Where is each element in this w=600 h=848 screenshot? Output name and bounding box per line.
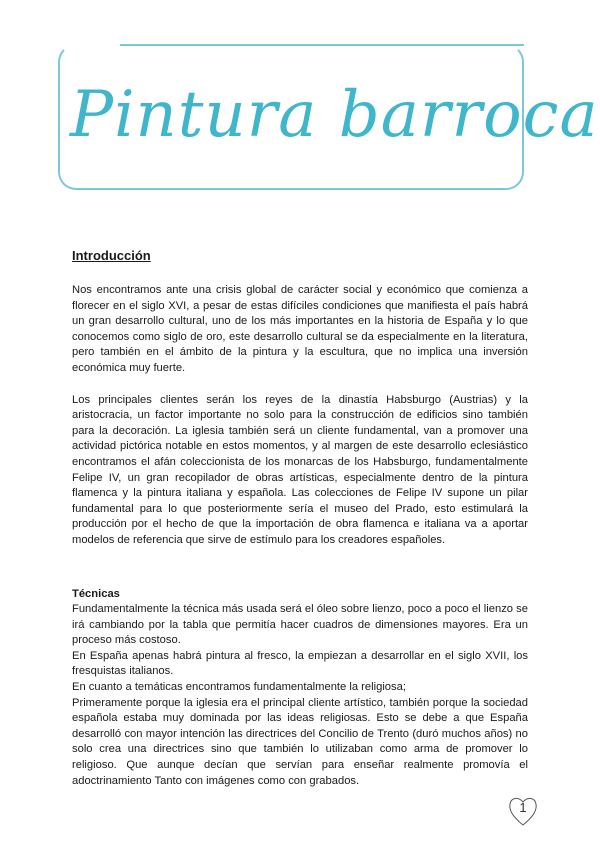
title-frame-top-line bbox=[120, 44, 524, 46]
intro-paragraph-1: Nos encontramos ante una crisis global de carácter social y económico que comienza a florecer en el siglo XVI, a pesar de estas difíciles condiciones que manifiesta el país habrá un gran desarrollo cultural, uno de los más importantes en la historia de España y lo que conocemos como siglo de oro, este desarrollo cultural se da especialmente en la literatura, pero también en el ámbito de la pintura y la escultura, que no implica una inversión económica muy fuerte. bbox=[72, 284, 528, 374]
section-gap bbox=[72, 565, 528, 587]
tecnicas-line-4: Primeramente porque la iglesia era el principal cliente artístico, también porque la sociedad española estaba muy dominada por las ideas religiosas. Esto se debe a que España desarrolló con mayor intención las directrices del Concilio de Trento (duró muchos años) no solo crea una directrices sino que también lo utilizaban como arma de promover lo religioso. Que aunque decían que servían para enseñar realmente promovía el adoctrinamiento Tanto con imágenes como con grabados. bbox=[72, 696, 528, 787]
page-number: 1 bbox=[519, 800, 527, 815]
tecnicas-section bbox=[72, 587, 528, 790]
document-body bbox=[72, 246, 528, 789]
tecnicas-line-1: Fundamentalmente la técnica más usada será el óleo sobre lienzo, poco a poco el lienzo se irá cambiando por la tabla que permitía hacer cuadros de dimensiones mayores. Era un proceso más costoso. bbox=[72, 603, 528, 647]
intro-paragraph-2: Los principales clientes serán los reyes de la dinastía Habsburgo (Austrias) y la aristocracia, un factor importante no solo para la construcción de edificios sino también para la decoración. La iglesia también será un cliente fundamental, van a promover una actividad pictórica notable en estos momentos, y al margen de este desarrollo eclesiástico encontramos el afán coleccionista de los monarcas de los Habsburgo, fundamentalmente Felipe IV, un gran recopilador de obras artísticas, especialmente dentro de la pintura flamenca y la pintura italiana y española. Las colecciones de Felipe IV supone un pilar fundamental para lo que posteriormente sería el museo del Prado, esto estimulará la producción por el hecho de que la importación de obra flamenca e italiana va a aportar modelos de referencia que sirve de estímulo para los creadores españoles. bbox=[72, 393, 528, 546]
intro-heading: Introducción bbox=[72, 248, 151, 263]
page-title: Pintura barroca bbox=[70, 78, 599, 152]
tecnicas-line-2: En España apenas habrá pintura al fresco, la empiezan a desarrollar en el siglo XVII, los fresquistas italianos. bbox=[72, 649, 528, 678]
tecnicas-heading: Técnicas bbox=[72, 587, 120, 600]
tecnicas-line-3: En cuanto a temáticas encontramos fundamentalmente la religiosa; bbox=[72, 681, 406, 694]
page-number-badge bbox=[508, 794, 538, 828]
